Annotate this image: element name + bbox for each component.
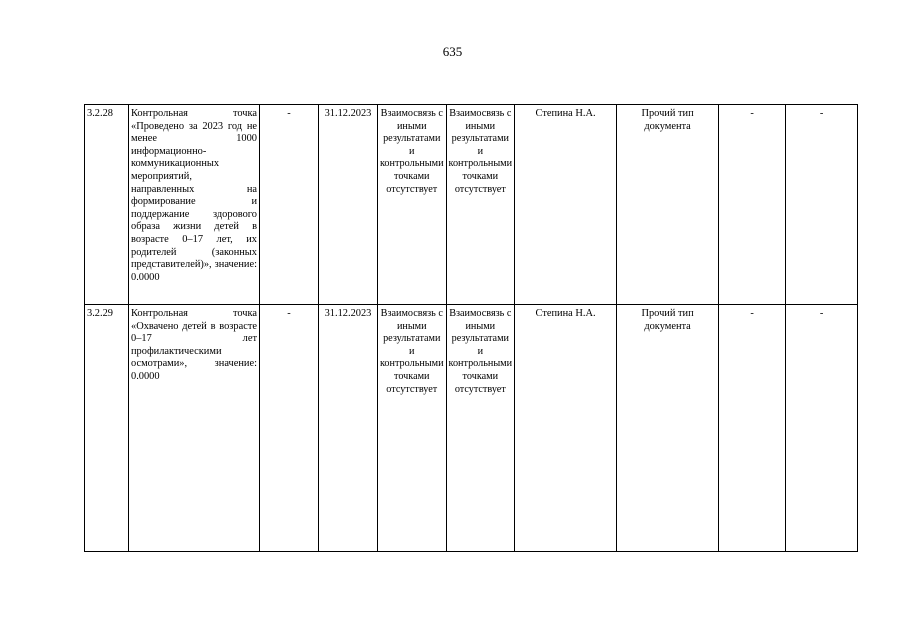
relation-cell: Взаимосвязь с иными результатами и контрольными точками отсутствует [446,105,515,305]
start-date-cell: - [260,105,319,305]
relation-cell: Взаимосвязь с иными результатами и контрольными точками отсутствует [378,105,447,305]
dash-cell: - [719,105,786,305]
page-number: 635 [442,44,463,59]
dash-cell: - [786,305,858,552]
row-number: 3.2.28 [85,105,129,305]
responsible-cell: Степина Н.А. [515,305,617,552]
dash-cell: - [786,105,858,305]
table-row [85,105,858,305]
end-date-cell: 31.12.2023 [319,305,378,552]
control-point-name: Контрольная точка «Охвачено детей в возрасте 0–17 лет профилактическими осмотрами», значение: 0.0000 [129,305,260,552]
relation-cell: Взаимосвязь с иными результатами и контрольными точками отсутствует [378,305,447,552]
control-points-table [84,104,858,552]
document-type-cell: Прочий тип документа [617,305,719,552]
control-point-name: Контрольная точка «Проведено за 2023 год не менее 1000 информационно-коммуникационных мероприятий, направленных на формирование и поддержание здорового образа жизни детей в возрасте 0–17 лет, их родителей (законных представителей)», значение: 0.0000 [129,105,260,305]
table-row [85,305,858,552]
responsible-cell: Степина Н.А. [515,105,617,305]
document-type-cell: Прочий тип документа [617,105,719,305]
dash-cell: - [719,305,786,552]
start-date-cell: - [260,305,319,552]
relation-cell: Взаимосвязь с иными результатами и контрольными точками отсутствует [446,305,515,552]
end-date-cell: 31.12.2023 [319,105,378,305]
row-number: 3.2.29 [85,305,129,552]
